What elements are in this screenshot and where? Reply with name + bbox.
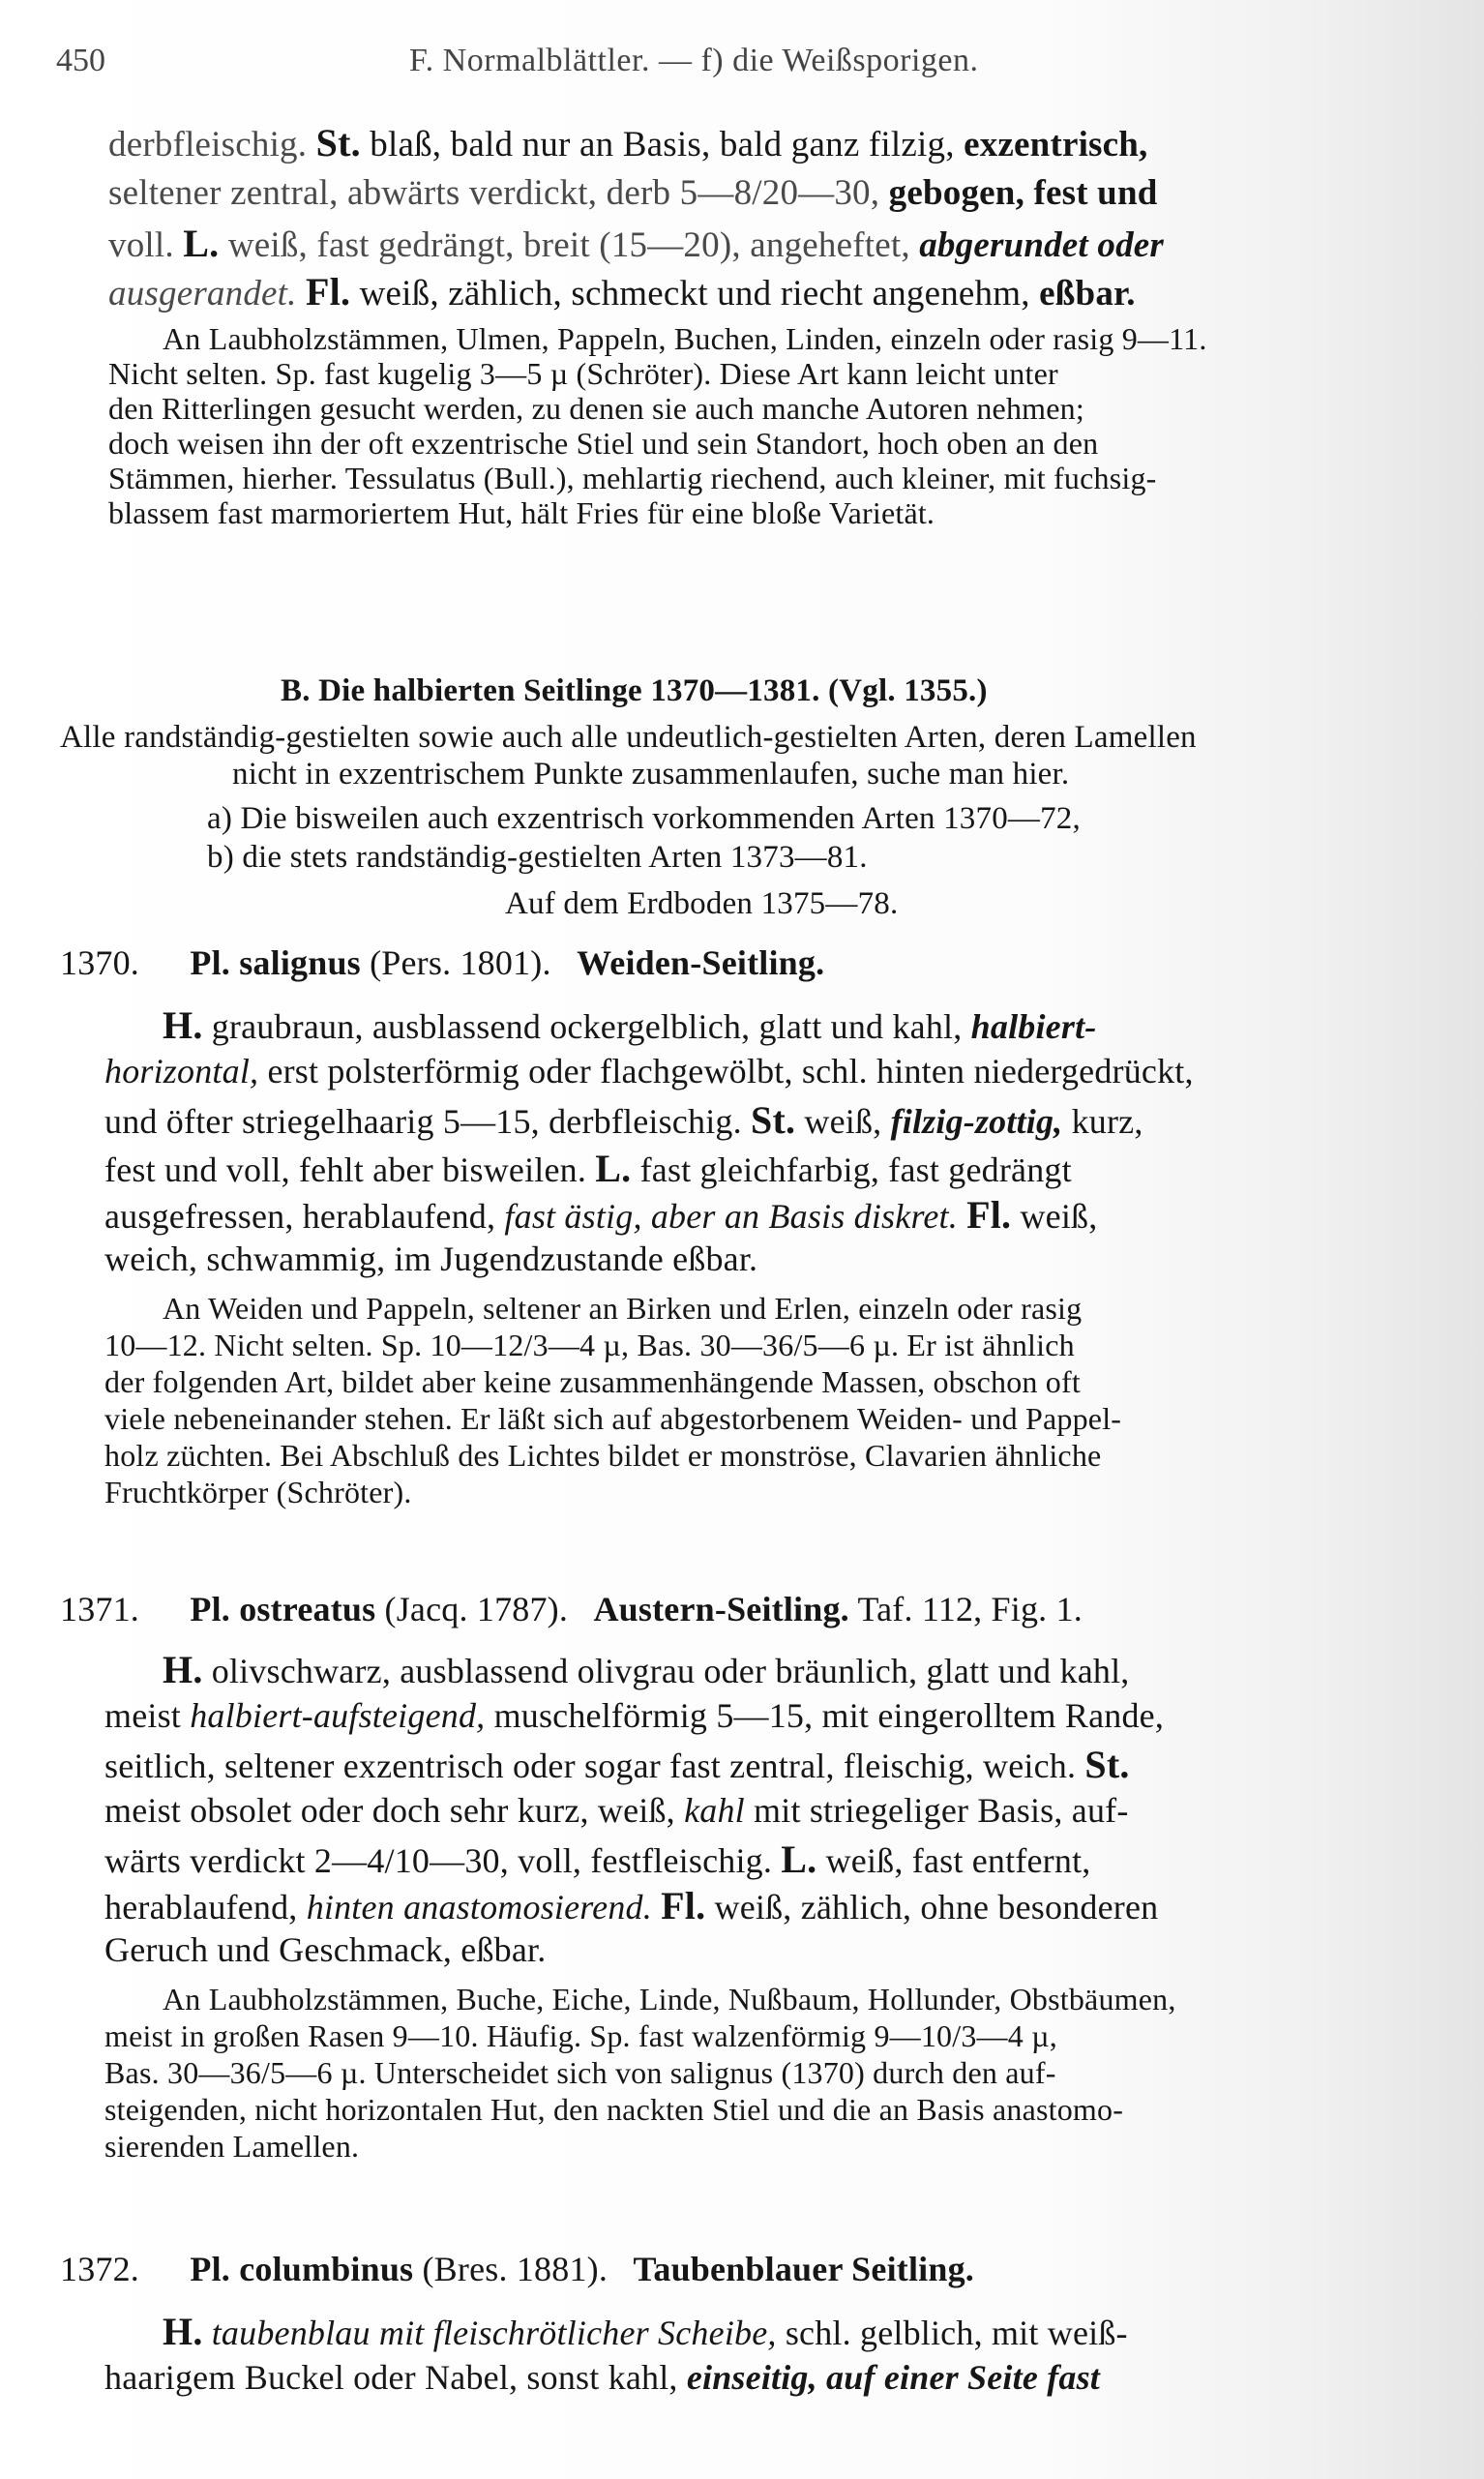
entry-1370-line-1 [163,1002,1096,1048]
hat-label: H. [163,2310,203,2353]
entry-1371-note-line: Bas. 30—36/5—6 µ. Unterscheidet sich von salignus (1370) durch den auf- [104,2055,1056,2090]
genus-abbrev: Pl. [190,1590,230,1628]
desc-text: schl. gelblich, mit weiß- [785,2314,1128,2352]
desc-text: olivschwarz, ausblassend olivgrau oder bräunlich, glatt und kahl, [211,1652,1130,1690]
lamellae-label: L. [781,1837,817,1881]
intro-line-3 [108,221,1164,266]
desc-text: seitlich, seltener exzentrisch oder sogar fast zentral, fleischig, weich. [104,1747,1077,1785]
desc-text: weiß, fast entfernt, [825,1841,1091,1880]
desc-bold-italic: halbiert- [970,1007,1097,1046]
entry-1371-line-4 [104,1790,1129,1831]
desc-text: erst polsterförmig oder flachgewölbt, schl. hinten niedergedrückt, [267,1052,1194,1090]
intro-bold-text: eßbar. [1039,274,1136,314]
desc-text: herablaufend, [104,1888,298,1926]
desc-italic: fast ästig, aber an Basis diskret. [504,1197,958,1236]
species-author: (Jacq. 1787). [384,1590,569,1628]
flesh-label: Fl. [966,1193,1012,1237]
entry-number: 1372. [60,2250,139,2288]
intro-text: weiß, zählich, schmeckt und riecht angenehm, [359,274,1030,314]
flesh-label: Fl. [306,270,351,314]
intro-note-line: den Ritterlingen gesucht werden, zu denen sie auch manche Autoren nehmen; [108,391,1084,426]
common-name: Austern-Seitling. [593,1590,849,1628]
desc-text: mit striegeliger Basis, auf- [754,1791,1129,1830]
entry-1370-line-4 [104,1146,1072,1191]
intro-note-line: An Laubholzstämmen, Ulmen, Pappeln, Buchen, Linden, einzeln oder rasig 9—11. [163,321,1207,356]
desc-text: weiß, zählich, ohne besonderen [714,1888,1159,1926]
entry-number: 1371. [60,1590,139,1628]
intro-note-line: Stämmen, hierher. Tessulatus (Bull.), mehlartig riechend, auch kleiner, mit fuchsig- [108,461,1157,495]
desc-text: fest und voll, fehlt aber bisweilen. [104,1150,587,1189]
entry-1371-note-line: steigenden, nicht horizontalen Hut, den nackten Stiel und die an Basis anastomo- [104,2092,1124,2127]
entry-1371-line-2 [104,1695,1164,1736]
entry-1371-line-5 [104,1837,1090,1882]
section-title: B. Die halbierten Seitlinge 1370—1381. (Vgl. 1355.) [281,673,988,708]
desc-text: fast gleichfarbig, fast gedrängt [639,1150,1072,1189]
species-name: ostreatus [239,1590,376,1628]
lamellae-label: L. [595,1147,632,1190]
entry-1370-heading [60,942,824,983]
hat-label: H. [163,1003,203,1047]
entry-1372-line-1 [163,2309,1128,2354]
entry-1372-heading [60,2249,974,2289]
intro-text: seltener zentral, abwärts verdickt, derb 5—8/20—30, [108,173,880,213]
desc-bold-italic: einseitig, [686,2358,817,2397]
desc-bold-italic: auf einer Seite fast [826,2358,1101,2397]
intro-text: derbfleischig. [108,125,308,164]
entry-1371-heading [60,1589,1083,1629]
stem-label: St. [315,121,361,164]
section-b-subhead: Auf dem Erdboden 1375—78. [505,886,899,921]
stem-label: St. [1084,1743,1130,1786]
intro-text: weiß, fast gedrängt, breit (15—20), angeheftet, [227,225,910,265]
intro-text: blaß, bald nur an Basis, bald ganz filzig, [370,125,955,164]
entry-1371-line-7 [104,1929,546,1970]
desc-text: Geruch und Geschmack, eßbar. [104,1930,547,1969]
entry-1370-note-line: viele nebeneinander stehen. Er läßt sich auf abgestorbenem Weiden- und Pappel- [104,1401,1122,1436]
stem-label: St. [751,1098,796,1142]
plate-reference: Taf. 112, Fig. 1. [857,1590,1083,1628]
genus-abbrev: Pl. [190,943,230,982]
flesh-label: Fl. [661,1884,706,1927]
desc-italic: horizontal, [104,1052,259,1090]
common-name: Weiden-Seitling. [577,943,825,982]
desc-text: weiß, [804,1102,882,1141]
section-b-line: Alle randständig-gestielten sowie auch alle undeutlich-gestielten Arten, deren Lamellen [60,720,1197,755]
intro-line-4 [108,269,1136,314]
entry-1370-note-line: der folgenden Art, bildet aber keine zusammenhängende Massen, obschon oft [104,1364,1081,1399]
entry-1370-line-3 [104,1097,1143,1143]
desc-text: meist obsolet oder doch sehr kurz, weiß, [104,1791,675,1830]
desc-text: haarigem Buckel oder Nabel, sonst kahl, [104,2358,678,2397]
desc-text: weiß, [1020,1197,1098,1236]
intro-bold-text: gebogen, fest und [888,173,1158,213]
intro-bold-italic-text: abgerundet oder [919,225,1164,265]
entry-1371-line-6 [104,1883,1158,1928]
entry-1371-note-line: meist in großen Rasen 9—10. Häufig. Sp. fast walzenförmig 9—10/3—4 µ, [104,2018,1057,2053]
desc-text: wärts verdickt 2—4/10—30, voll, festfleischig. [104,1841,773,1880]
hat-label: H. [163,1648,203,1691]
page-header [56,43,1111,91]
entry-1370-line-6 [104,1239,757,1279]
section-b-title [281,673,988,709]
desc-text: muschelförmig 5—15, mit eingerolltem Rande, [493,1696,1165,1735]
running-title: F. Normalblättler. — f) die Weißsporigen. [409,43,979,78]
entry-1371-note-line: sierenden Lamellen. [104,2129,360,2164]
species-author: (Bres. 1881). [422,2250,608,2288]
entry-number: 1370. [60,943,139,982]
intro-line-2 [108,172,1158,214]
intro-italic-text: ausgerandet. [108,274,297,314]
common-name: Taubenblauer Seitling. [633,2250,974,2288]
entry-1370-line-2 [104,1051,1194,1091]
species-author: (Pers. 1801). [370,943,551,982]
species-name: salignus [239,943,361,982]
entry-1370-note-line: An Weiden und Pappeln, seltener an Birken und Erlen, einzeln oder rasig [163,1291,1083,1326]
desc-italic: hinten anastomosierend. [306,1888,652,1926]
intro-note-line: doch weisen ihn der oft exzentrische Stiel und sein Standort, hoch oben an den [108,426,1099,461]
entry-1371-note-line: An Laubholzstämmen, Buche, Eiche, Linde, Nußbaum, Hollunder, Obstbäumen, [163,1982,1176,2016]
section-b-key-b: b) die stets randständig-gestielten Arten 1373—81. [207,840,868,875]
entry-1370-note-line: 10—12. Nicht selten. Sp. 10—12/3—4 µ, Bas. 30—36/5—6 µ. Er ist ähnlich [104,1328,1075,1362]
lamellae-label: L. [183,222,220,265]
intro-bold-text: exzentrisch, [964,125,1148,164]
entry-1371-line-3 [104,1742,1130,1787]
desc-text: meist [104,1696,181,1735]
page-number: 450 [56,43,105,78]
entry-1371-line-1 [163,1647,1129,1692]
intro-note-line: Nicht selten. Sp. fast kugelig 3—5 µ (Schröter). Diese Art kann leicht unter [108,356,1058,391]
section-b-line: nicht in exzentrischem Punkte zusammenlaufen, suche man hier. [232,757,1070,791]
desc-text: ausgefressen, herablaufend, [104,1197,496,1236]
entry-1370-note-line: Fruchtkörper (Schröter). [104,1475,412,1509]
desc-italic: taubenblau mit fleischrötlicher Scheibe, [211,2314,777,2352]
desc-text: und öfter striegelhaarig 5—15, derbfleischig. [104,1102,742,1141]
desc-text: kurz, [1071,1102,1143,1141]
species-name: columbinus [239,2250,414,2288]
desc-bold-italic: filzig-zottig, [890,1102,1063,1141]
desc-italic: halbiert-aufsteigend, [190,1696,486,1735]
intro-line-1 [108,120,1148,165]
genus-abbrev: Pl. [190,2250,230,2288]
entry-1370-note-line: holz züchten. Bei Abschluß des Lichtes bildet er monströse, Clavarien ähnliche [104,1438,1102,1473]
desc-text: weich, schwammig, im Jugendzustande eßbar. [104,1240,758,1278]
intro-note-line: blassem fast marmoriertem Hut, hält Fries für eine bloße Varietät. [108,495,935,530]
desc-italic: kahl [684,1791,745,1830]
entry-1370-line-5 [104,1192,1097,1238]
entry-1372-line-2 [104,2357,1100,2398]
desc-text: graubraun, ausblassend ockergelblich, glatt und kahl, [211,1007,963,1046]
section-b-key-a: a) Die bisweilen auch exzentrisch vorkommenden Arten 1370—72, [207,801,1081,836]
intro-text: voll. [108,225,174,265]
